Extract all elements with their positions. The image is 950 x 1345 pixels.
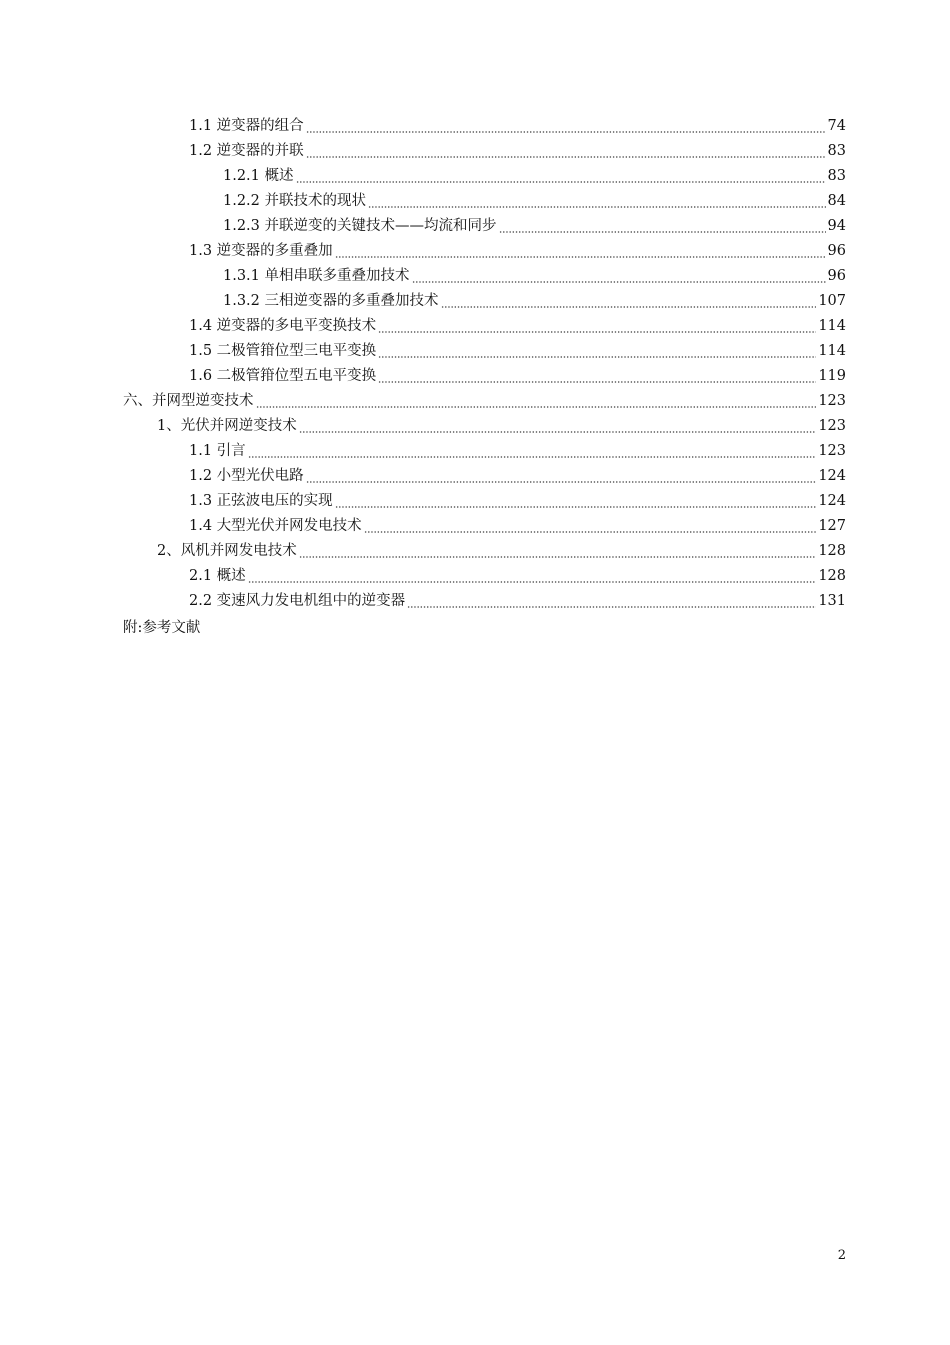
dot-leader bbox=[378, 381, 816, 383]
toc-entry-title: 六、并网型逆变技术 bbox=[123, 393, 254, 409]
toc-entry[interactable] bbox=[0, 189, 846, 214]
toc-entry[interactable] bbox=[0, 239, 846, 264]
toc-entry-page: 123 bbox=[818, 418, 846, 434]
dot-leader bbox=[296, 181, 826, 183]
dot-leader bbox=[306, 481, 817, 483]
dot-leader bbox=[299, 556, 817, 558]
dot-leader bbox=[499, 231, 826, 233]
toc-entry[interactable] bbox=[0, 164, 846, 189]
toc-entry-title: 1.3.2 三相逆变器的多重叠加技术 bbox=[223, 293, 439, 309]
toc-entry[interactable] bbox=[0, 339, 846, 364]
toc-entry[interactable] bbox=[0, 139, 846, 164]
toc-entry[interactable] bbox=[0, 439, 846, 464]
toc-entry-title: 1.6 二极管箝位型五电平变换 bbox=[189, 368, 377, 384]
toc-entry-page: 123 bbox=[818, 443, 846, 459]
toc-entry[interactable] bbox=[0, 214, 846, 239]
dot-leader bbox=[378, 356, 816, 358]
dot-leader bbox=[248, 581, 817, 583]
toc-entry-title: 1.2 小型光伏电路 bbox=[189, 468, 304, 484]
dot-leader bbox=[306, 131, 826, 133]
toc-entry-page: 94 bbox=[827, 218, 846, 234]
toc-entry[interactable] bbox=[0, 489, 846, 514]
dot-leader bbox=[412, 281, 826, 283]
toc-entry-page: 107 bbox=[818, 293, 846, 309]
page-number: 2 bbox=[837, 1248, 846, 1263]
dot-leader bbox=[248, 456, 817, 458]
toc-entry-title: 1.3.1 单相串联多重叠加技术 bbox=[223, 268, 410, 284]
toc-entry[interactable] bbox=[0, 264, 846, 289]
toc-entry-title: 2、风机并网发电技术 bbox=[157, 543, 297, 559]
toc-entry-page: 128 bbox=[818, 568, 846, 584]
toc-entry-page: 124 bbox=[818, 468, 846, 484]
toc-entry-page: 119 bbox=[818, 368, 846, 384]
toc-entry-page: 114 bbox=[818, 343, 846, 359]
toc-entry-page: 83 bbox=[827, 143, 846, 159]
toc-entry-page: 128 bbox=[818, 543, 846, 559]
toc-entry-title: 1.1 逆变器的组合 bbox=[189, 118, 304, 134]
toc-entry-title: 2.2 变速风力发电机组中的逆变器 bbox=[189, 593, 406, 609]
toc-entry-title: 1.2.2 并联技术的现状 bbox=[223, 193, 367, 209]
toc-entry[interactable] bbox=[0, 314, 846, 339]
toc-entry-title: 2.1 概述 bbox=[189, 568, 246, 584]
toc-entry-title: 1.2 逆变器的并联 bbox=[189, 143, 304, 159]
toc-entry-title: 1.1 引言 bbox=[189, 443, 246, 459]
toc-entry[interactable] bbox=[0, 364, 846, 389]
toc-entry-title: 1.4 大型光伏并网发电技术 bbox=[189, 518, 362, 534]
toc-entry-title: 1.2.1 概述 bbox=[223, 168, 294, 184]
dot-leader bbox=[335, 506, 817, 508]
dot-leader bbox=[256, 406, 817, 408]
toc-entry-page: 74 bbox=[827, 118, 846, 134]
toc-entry[interactable] bbox=[0, 539, 846, 564]
dot-leader bbox=[299, 431, 817, 433]
toc-entry[interactable] bbox=[0, 514, 846, 539]
toc-entry[interactable] bbox=[0, 589, 846, 614]
toc-entry-page: 124 bbox=[818, 493, 846, 509]
toc-entry-page: 114 bbox=[818, 318, 846, 334]
dot-leader bbox=[441, 306, 817, 308]
toc-entry-page: 131 bbox=[818, 593, 846, 609]
toc-entry-page: 96 bbox=[827, 268, 846, 284]
dot-leader bbox=[378, 331, 816, 333]
toc-entry[interactable] bbox=[0, 114, 846, 139]
toc-entry-page: 83 bbox=[827, 168, 846, 184]
toc-entry-page: 127 bbox=[818, 518, 846, 534]
toc-entry-title: 1、光伏并网逆变技术 bbox=[157, 418, 297, 434]
dot-leader bbox=[364, 531, 817, 533]
toc-entry-page: 84 bbox=[827, 193, 846, 209]
toc-entry-page: 96 bbox=[827, 243, 846, 259]
toc-entry-title: 1.5 二极管箝位型三电平变换 bbox=[189, 343, 377, 359]
toc-entry[interactable] bbox=[0, 389, 846, 414]
toc-entry-title: 1.4 逆变器的多电平变换技术 bbox=[189, 318, 377, 334]
toc-entry[interactable] bbox=[0, 464, 846, 489]
dot-leader bbox=[407, 606, 816, 608]
toc-entry-title: 1.2.3 并联逆变的关键技术——均流和同步 bbox=[223, 218, 497, 234]
toc-entry[interactable] bbox=[0, 414, 846, 439]
dot-leader bbox=[368, 206, 826, 208]
toc-entry[interactable] bbox=[0, 289, 846, 314]
dot-leader bbox=[335, 256, 826, 258]
dot-leader bbox=[306, 156, 826, 158]
toc-entry-title: 1.3 正弦波电压的实现 bbox=[189, 493, 333, 509]
table-of-contents bbox=[0, 114, 950, 614]
appendix-references[interactable]: 附:参考文献 bbox=[123, 620, 201, 636]
toc-entry-title: 1.3 逆变器的多重叠加 bbox=[189, 243, 333, 259]
toc-entry-page: 123 bbox=[818, 393, 846, 409]
toc-entry[interactable] bbox=[0, 564, 846, 589]
